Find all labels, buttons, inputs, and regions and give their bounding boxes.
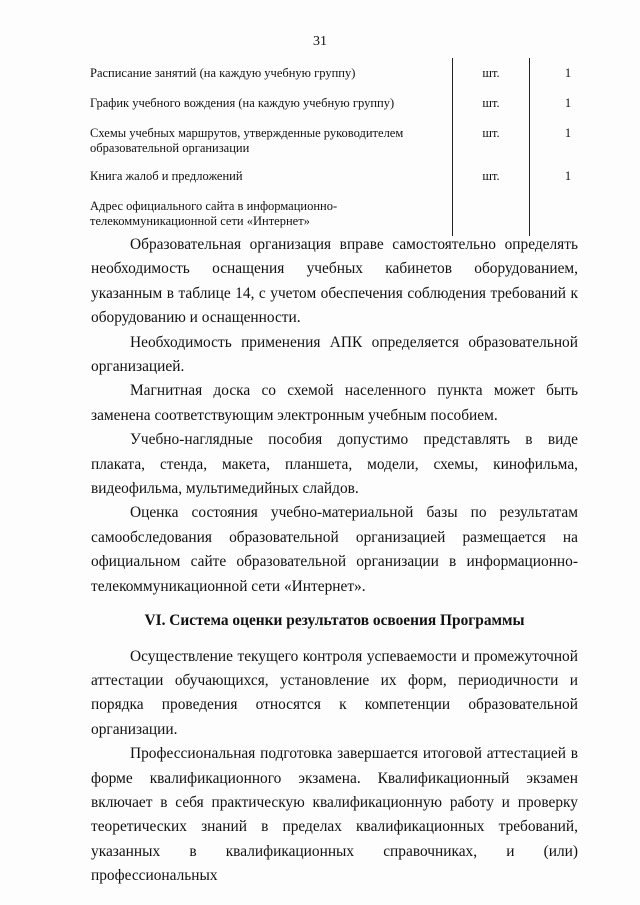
item-unit: шт. xyxy=(453,58,530,88)
equipment-table xyxy=(84,58,606,236)
item-unit: шт. xyxy=(453,88,530,118)
paragraph: Необходимость применения АПК определяется образовательной организацией. xyxy=(91,333,578,376)
table-row xyxy=(84,58,606,88)
table-row xyxy=(84,88,606,118)
paragraph: Учебно-наглядные пособия допустимо представлять в виде плаката, стенда, макета, планшета, модели, схемы, кинофильма, видеофильма, мультимедийных слайдов. xyxy=(91,431,578,498)
page-number: 31 xyxy=(313,34,327,49)
item-quantity: 1 xyxy=(564,66,572,80)
item-unit: шт. xyxy=(453,161,530,191)
paragraph: Магнитная доска со схемой населенного пункта может быть заменена соответствующим электронным учебным пособием. xyxy=(91,382,578,424)
item-name: Книга жалоб и предложений xyxy=(90,169,243,183)
item-quantity: 1 xyxy=(564,169,572,183)
table-row xyxy=(84,191,606,236)
item-name: Расписание занятий (на каждую учебную группу) xyxy=(90,66,356,80)
item-unit: шт. xyxy=(453,118,530,161)
paragraph: Осуществление текущего контроля успеваемости и промежуточной аттестации обучающихся, установление их форм, периодичности и порядка проведения относятся к компетенции образовательной организации. xyxy=(91,647,578,738)
section-heading: VI. Система оценки результатов освоения Программы xyxy=(144,612,525,630)
table-row xyxy=(84,118,606,161)
paragraph: Оценка состояния учебно-материальной базы по результатам самообследования образовательной организацией размещается на официальном сайте образовательной организации в информационно-телекоммуникационной сети «Интернет». xyxy=(91,504,578,595)
item-unit xyxy=(453,191,530,236)
item-quantity: 1 xyxy=(564,96,572,110)
paragraph: Образовательная организация вправе самостоятельно определять необходимость оснащения учебных кабинетов оборудованием, указанным в таблице 14, с учетом обеспечения соблюдения требований к оборудованию и оснащенности. xyxy=(91,236,578,327)
item-name: График учебного вождения (на каждую учебную группу) xyxy=(90,96,395,110)
item-quantity: 1 xyxy=(564,126,572,140)
table-row xyxy=(84,161,606,191)
item-name: Адрес официального сайта в информационно-телекоммуникационной сети «Интернет» xyxy=(90,199,338,228)
body-text xyxy=(91,233,578,889)
item-quantity xyxy=(530,191,607,236)
paragraph: Профессиональная подготовка завершается итоговой аттестацией в форме квалификационного экзамена. Квалификационный экзамен включает в себя практическую квалификационную работу и проверку теоретических знаний в пределах квалификационных требований, указанных в квалификационных справочниках, и (или) профессиональных xyxy=(91,745,578,885)
item-name: Схемы учебных маршрутов, утвержденные руководителем образовательной организации xyxy=(90,126,404,155)
